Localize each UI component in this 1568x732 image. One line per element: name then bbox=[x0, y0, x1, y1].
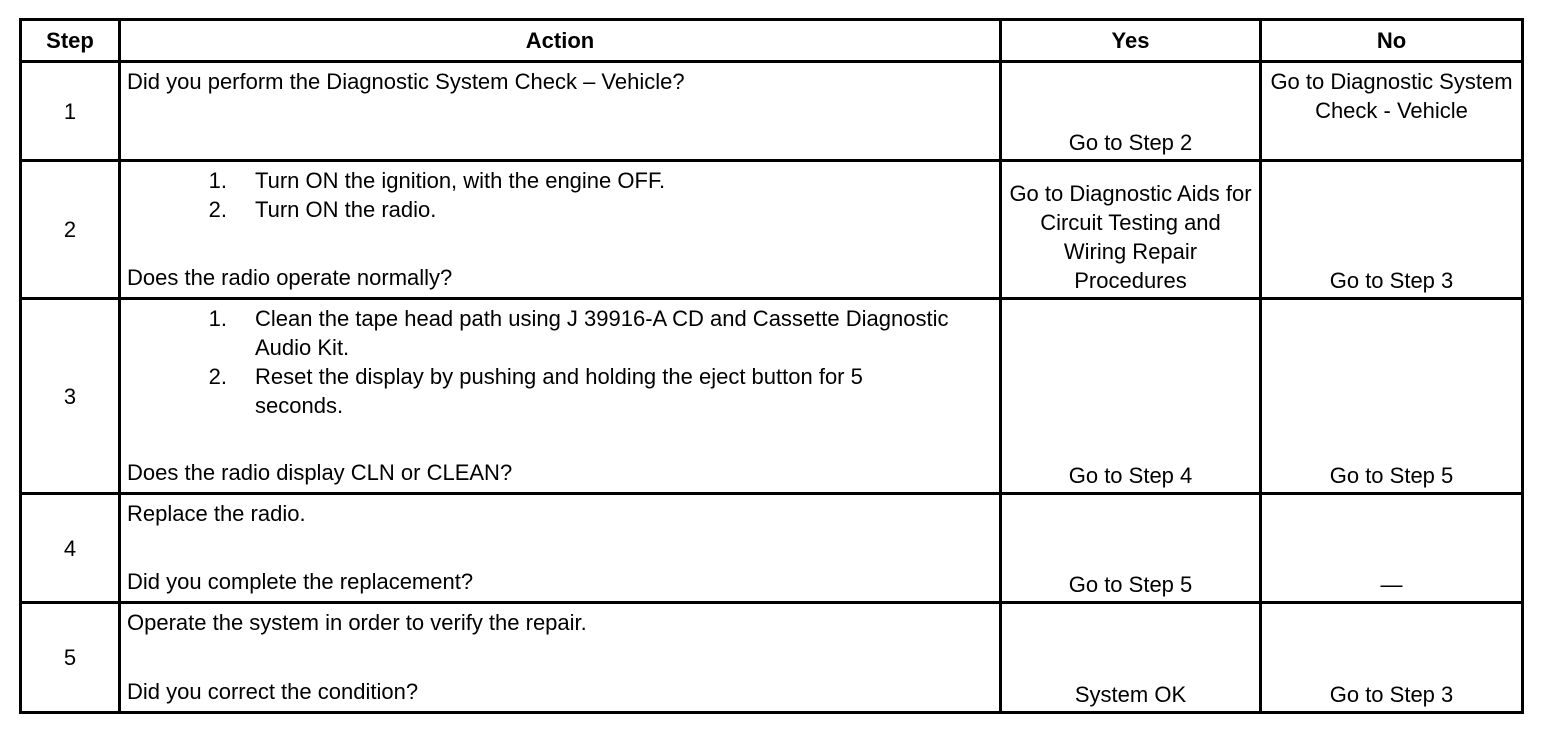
table-row bbox=[21, 603, 1523, 713]
step-number: 3 bbox=[21, 299, 120, 494]
table-row bbox=[21, 299, 1523, 494]
action-cell bbox=[120, 603, 1001, 713]
substep-text: Reset the display by pushing and holding the eject button for 5 seconds. bbox=[255, 364, 863, 418]
substep-list bbox=[127, 304, 993, 420]
substep-number: 2. bbox=[208, 197, 227, 222]
table-row bbox=[21, 161, 1523, 299]
yes-cell: Go to Step 5 bbox=[1001, 494, 1261, 603]
no-cell: Go to Step 3 bbox=[1261, 603, 1523, 713]
diagnostic-table bbox=[19, 18, 1524, 714]
action-cell bbox=[120, 299, 1001, 494]
step-number: 1 bbox=[21, 62, 120, 161]
substep-text: Clean the tape head path using J 39916-A CD and Cassette Diagnostic Audio Kit. bbox=[255, 306, 949, 360]
action-cell bbox=[120, 62, 1001, 161]
action-text: Did you perform the Diagnostic System Check – Vehicle? bbox=[127, 69, 685, 94]
list-item bbox=[127, 195, 993, 224]
yes-cell: Go to Step 4 bbox=[1001, 299, 1261, 494]
yes-cell: System OK bbox=[1001, 603, 1261, 713]
question-text: Does the radio display CLN or CLEAN? bbox=[127, 460, 513, 485]
question-text: Did you correct the condition? bbox=[127, 679, 419, 704]
step-number: 2 bbox=[21, 161, 120, 299]
header-yes: Yes bbox=[1001, 20, 1261, 62]
list-item bbox=[127, 362, 993, 420]
substep-number: 1. bbox=[208, 168, 227, 193]
step-number: 5 bbox=[21, 603, 120, 713]
header-step: Step bbox=[21, 20, 120, 62]
header-no: No bbox=[1261, 20, 1523, 62]
substep-list bbox=[127, 166, 993, 224]
action-text: Replace the radio. bbox=[127, 501, 306, 526]
table-row bbox=[21, 62, 1523, 161]
table-row bbox=[21, 494, 1523, 603]
step-number: 4 bbox=[21, 494, 120, 603]
yes-cell: Go to Diagnostic Aids for Circuit Testing and Wiring Repair Procedures bbox=[1001, 161, 1261, 299]
no-cell: Go to Diagnostic System Check - Vehicle bbox=[1261, 62, 1523, 161]
yes-cell: Go to Step 2 bbox=[1001, 62, 1261, 161]
list-item bbox=[127, 304, 993, 362]
no-cell: Go to Step 5 bbox=[1261, 299, 1523, 494]
no-cell: Go to Step 3 bbox=[1261, 161, 1523, 299]
action-cell bbox=[120, 161, 1001, 299]
header-action: Action bbox=[120, 20, 1001, 62]
action-text: Operate the system in order to verify the repair. bbox=[127, 610, 587, 635]
substep-number: 2. bbox=[208, 364, 227, 389]
substep-number: 1. bbox=[208, 306, 227, 331]
no-cell: — bbox=[1261, 494, 1523, 603]
action-cell bbox=[120, 494, 1001, 603]
substep-text: Turn ON the radio. bbox=[255, 197, 437, 222]
question-text: Did you complete the replacement? bbox=[127, 569, 474, 594]
substep-text: Turn ON the ignition, with the engine OFF. bbox=[255, 168, 666, 193]
question-text: Does the radio operate normally? bbox=[127, 265, 453, 290]
header-row bbox=[21, 20, 1523, 62]
list-item bbox=[127, 166, 993, 195]
